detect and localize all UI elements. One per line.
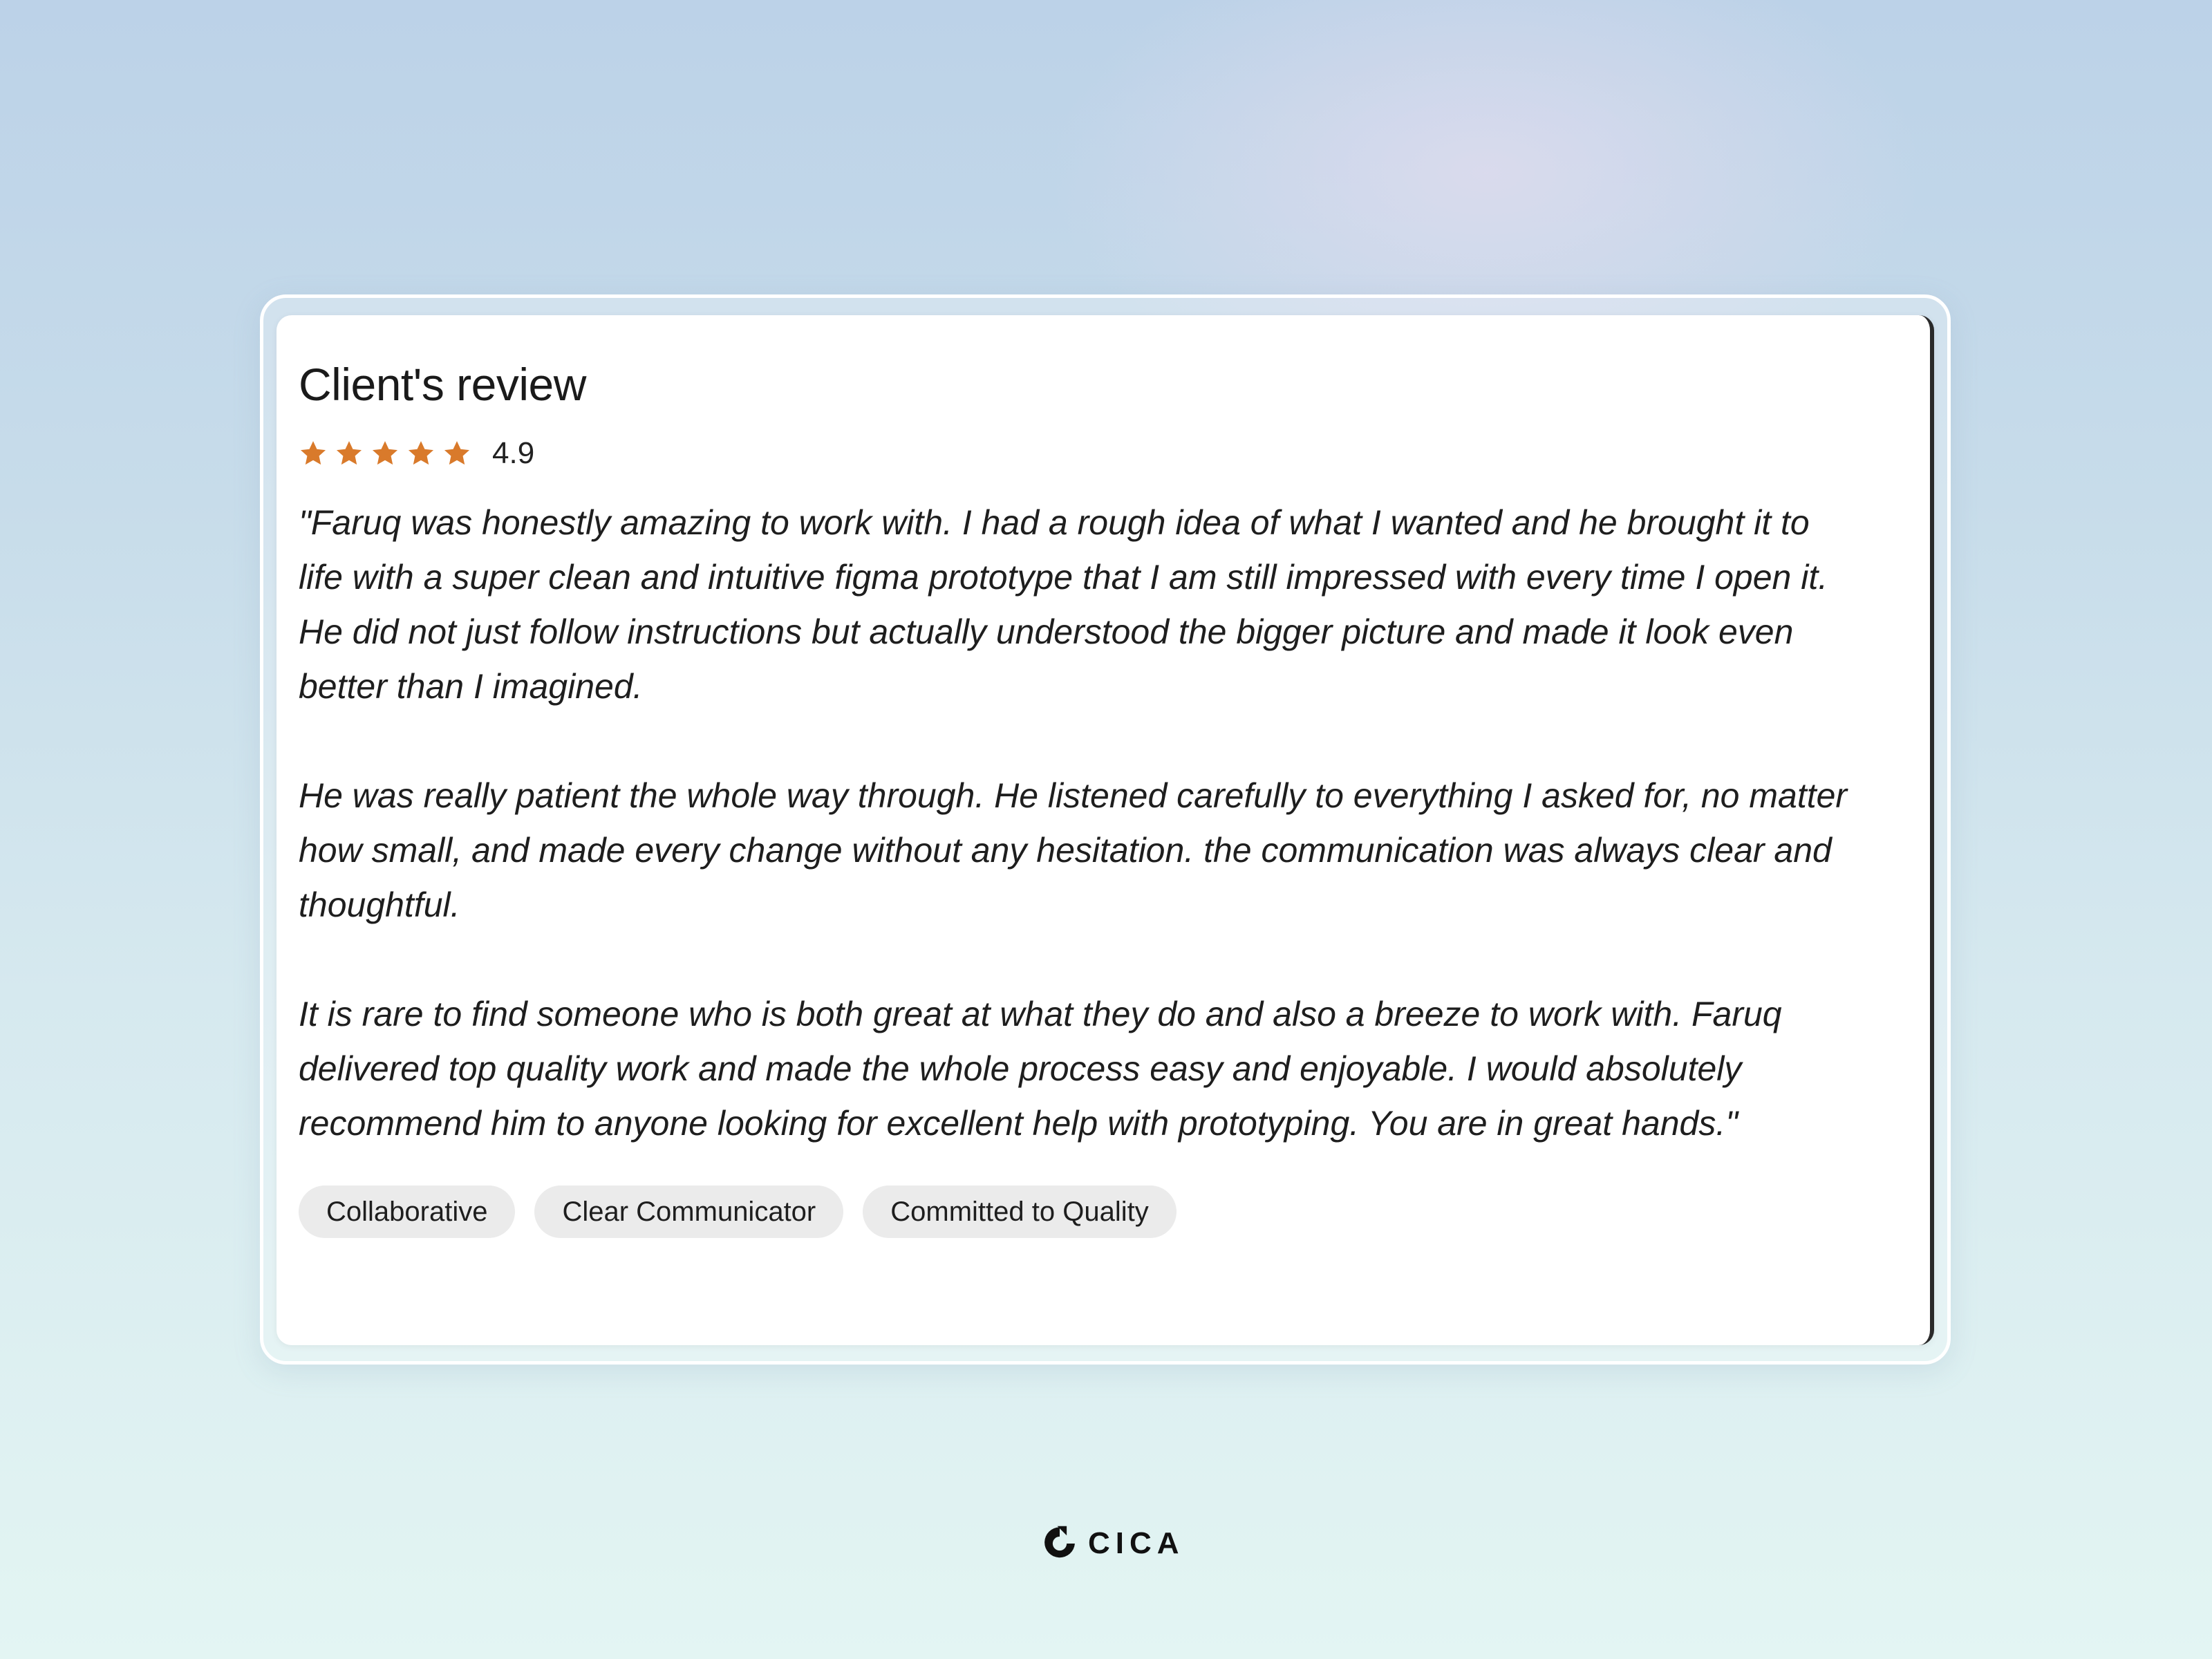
tag-list (299, 1185, 1861, 1238)
rating-row (299, 435, 1861, 472)
review-card (276, 315, 1934, 1345)
star-rating (299, 439, 471, 468)
tag-clear-communicator: Clear Communicator (534, 1185, 843, 1238)
star-icon (442, 439, 471, 468)
rating-value: 4.9 (492, 435, 535, 470)
tag-committed-to-quality: Committed to Quality (863, 1185, 1176, 1238)
review-card-content (299, 359, 1861, 1238)
star-icon (406, 439, 435, 468)
brand-logo (1041, 1524, 1185, 1564)
star-icon (335, 439, 364, 468)
brand-name: CICA (1088, 1526, 1185, 1560)
tag-collaborative: Collaborative (299, 1185, 515, 1238)
review-text (299, 496, 1861, 1151)
star-icon (299, 439, 328, 468)
review-paragraph: It is rare to find someone who is both great at what they do and also a breeze to work with. Faruq delivered top quality work and made the whole process easy and enjoyable. I would absolutely recommend him to anyone looking for excellent help with prototyping. You are in great hands." (299, 994, 1782, 1143)
review-paragraph: "Faruq was honestly amazing to work with. I had a rough idea of what I wanted and he brought it to life with a super clean and intuitive figma prototype that I am still impressed with every time I open it. He did not just follow instructions but actually understood the bigger picture and made it look even better than I imagined. (299, 503, 1828, 706)
cica-logo-icon (1041, 1524, 1078, 1564)
review-title: Client's review (299, 359, 586, 410)
star-icon (371, 439, 400, 468)
review-paragraph: He was really patient the whole way through. He listened carefully to everything I asked for, no matter how small, and made every change without any hesitation. the communication was always clear and thoughtful. (299, 776, 1848, 924)
